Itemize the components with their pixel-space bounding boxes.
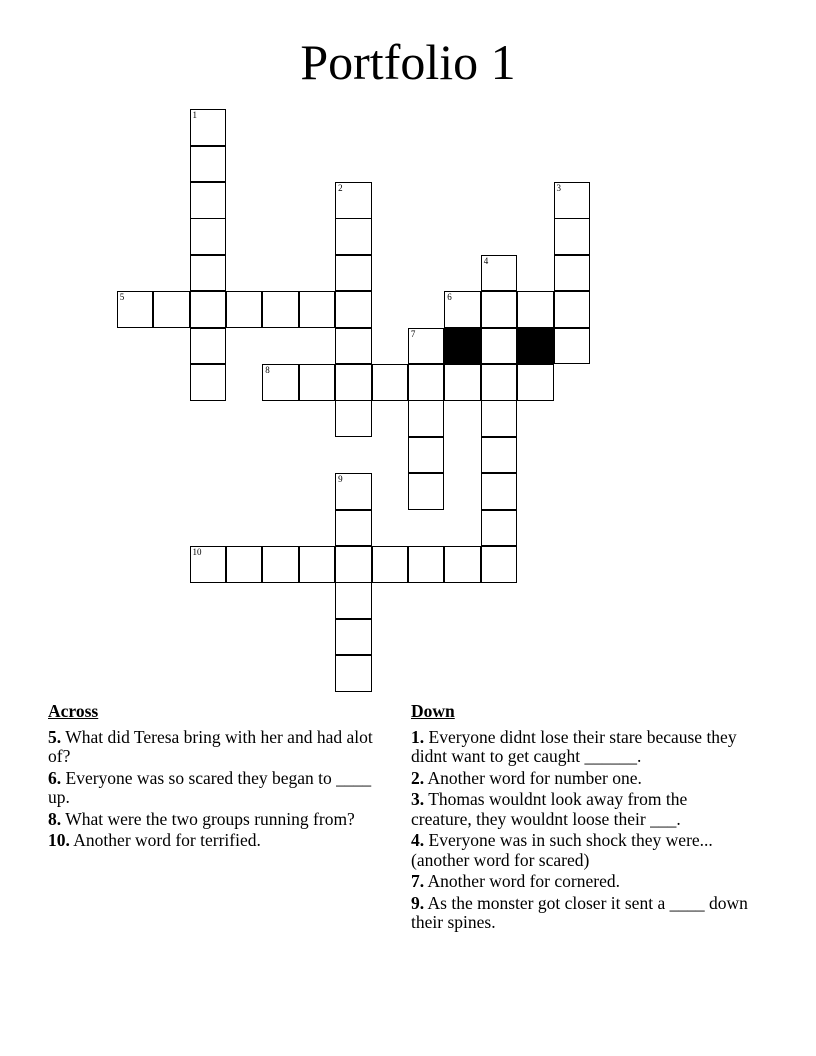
clue-number: 10. (48, 830, 70, 850)
crossword-cell[interactable] (226, 546, 263, 583)
clue-across-5 (48, 728, 383, 767)
black-cell (517, 328, 554, 365)
clue-text: Everyone didnt lose their stare because they didnt want to get caught ______. (411, 726, 737, 766)
crossword-cell[interactable] (190, 328, 227, 365)
clue-across-10 (48, 831, 383, 851)
clue-number: 1. (411, 726, 425, 747)
crossword-cell[interactable] (190, 255, 227, 292)
crossword-cell[interactable] (335, 328, 372, 365)
crossword-cell[interactable] (408, 437, 445, 474)
crossword-cell[interactable] (481, 546, 518, 583)
crossword-cell[interactable] (335, 510, 372, 547)
clue-down-4 (411, 831, 751, 870)
cell-number: 4 (483, 255, 489, 266)
crossword-cell[interactable] (335, 400, 372, 437)
crossword-cell[interactable] (262, 364, 299, 401)
clue-number: 8. (48, 808, 62, 829)
clue-text: Everyone was so scared they began to ____ up. (48, 767, 372, 807)
crossword-cell[interactable] (335, 182, 372, 219)
clue-number: 5. (48, 726, 62, 747)
cell-number: 7 (410, 328, 416, 339)
crossword-cell[interactable] (299, 364, 336, 401)
crossword-cell[interactable] (481, 364, 518, 401)
crossword-cell[interactable] (554, 218, 591, 255)
clue-text: Another word for cornered. (427, 871, 620, 891)
crossword-cell[interactable] (481, 437, 518, 474)
crossword-cell[interactable] (190, 291, 227, 328)
clue-number: 6. (48, 767, 62, 788)
cell-number: 9 (338, 474, 343, 485)
crossword-cell[interactable] (408, 364, 445, 401)
crossword-cell[interactable] (372, 546, 409, 583)
cell-number: 2 (338, 183, 343, 193)
down-clues (411, 702, 751, 935)
crossword-cell[interactable] (444, 364, 481, 401)
crossword-cell[interactable] (190, 218, 227, 255)
clue-text: Everyone was in such shock they were...(another word for scared) (411, 830, 713, 870)
across-clues (48, 702, 383, 853)
crossword-cell[interactable] (554, 255, 591, 292)
crossword-cell[interactable] (335, 582, 372, 619)
black-cell (444, 328, 481, 365)
crossword-cell[interactable] (481, 510, 518, 547)
crossword-cell[interactable] (554, 291, 591, 328)
crossword-cell[interactable] (408, 328, 445, 365)
crossword-cell[interactable] (517, 291, 554, 328)
crossword-cell[interactable] (335, 255, 372, 292)
crossword-cell[interactable] (190, 182, 227, 219)
crossword-cell[interactable] (335, 546, 372, 583)
clue-text: What were the two groups running from? (65, 808, 355, 829)
crossword-cell[interactable] (408, 546, 445, 583)
clue-down-7 (411, 872, 751, 892)
crossword-cell[interactable] (481, 400, 518, 437)
cell-number: 3 (556, 183, 561, 193)
crossword-cell[interactable] (481, 473, 518, 510)
crossword-cell[interactable] (554, 182, 591, 219)
clue-down-2 (411, 769, 751, 789)
clue-down-9 (411, 894, 751, 933)
crossword-cell[interactable] (262, 546, 299, 583)
crossword-cell[interactable] (190, 146, 227, 183)
crossword-cell[interactable] (408, 400, 445, 437)
crossword-cell[interactable] (299, 546, 336, 583)
clue-number: 7. (411, 871, 425, 891)
crossword-cell[interactable] (481, 291, 518, 328)
clue-number: 2. (411, 767, 425, 788)
crossword-cell[interactable] (444, 546, 481, 583)
crossword-cell[interactable] (190, 109, 227, 146)
cell-number: 8 (265, 365, 270, 375)
crossword-cell[interactable] (226, 291, 263, 328)
cell-number: 6 (447, 292, 452, 303)
crossword-cell[interactable] (335, 655, 372, 692)
crossword-cell[interactable] (335, 218, 372, 255)
cell-number: 5 (119, 292, 125, 303)
crossword-cell[interactable] (335, 473, 372, 510)
crossword-cell[interactable] (408, 473, 445, 510)
cell-number: 10 (192, 547, 202, 557)
crossword-cell[interactable] (335, 291, 372, 328)
clue-text: Thomas wouldnt look away from the creature, they wouldnt loose their ___. (411, 789, 688, 829)
clue-down-1 (411, 728, 751, 767)
crossword-cell[interactable] (554, 328, 591, 365)
clue-text: Another word for number one. (427, 767, 642, 788)
clue-number: 4. (411, 830, 425, 850)
crossword-cell[interactable] (153, 291, 190, 328)
crossword-cell[interactable] (190, 364, 227, 401)
crossword-cell[interactable] (299, 291, 336, 328)
clue-number: 3. (411, 789, 425, 809)
cell-number: 1 (192, 110, 197, 121)
page-title: Portfolio 1 (300, 34, 516, 90)
crossword-cell[interactable] (517, 364, 554, 401)
crossword-cell[interactable] (335, 364, 372, 401)
clue-down-3 (411, 790, 751, 829)
down-heading: Down (411, 701, 455, 721)
crossword-cell[interactable] (190, 546, 227, 583)
crossword-cell[interactable] (262, 291, 299, 328)
clue-text: What did Teresa bring with her and had alot of? (48, 726, 373, 766)
crossword-cell[interactable] (372, 364, 409, 401)
crossword-cell[interactable] (481, 328, 518, 365)
clue-across-8 (48, 810, 383, 830)
crossword-cell[interactable] (481, 255, 518, 292)
crossword-cell[interactable] (444, 291, 481, 328)
crossword-cell[interactable] (335, 619, 372, 656)
clue-number: 9. (411, 892, 425, 913)
across-heading: Across (48, 701, 99, 721)
clue-across-6 (48, 769, 383, 808)
crossword-cell[interactable] (117, 291, 154, 328)
clue-text: Another word for terrified. (73, 830, 261, 850)
clue-text: As the monster got closer it sent a ____ down their spines. (411, 892, 748, 932)
